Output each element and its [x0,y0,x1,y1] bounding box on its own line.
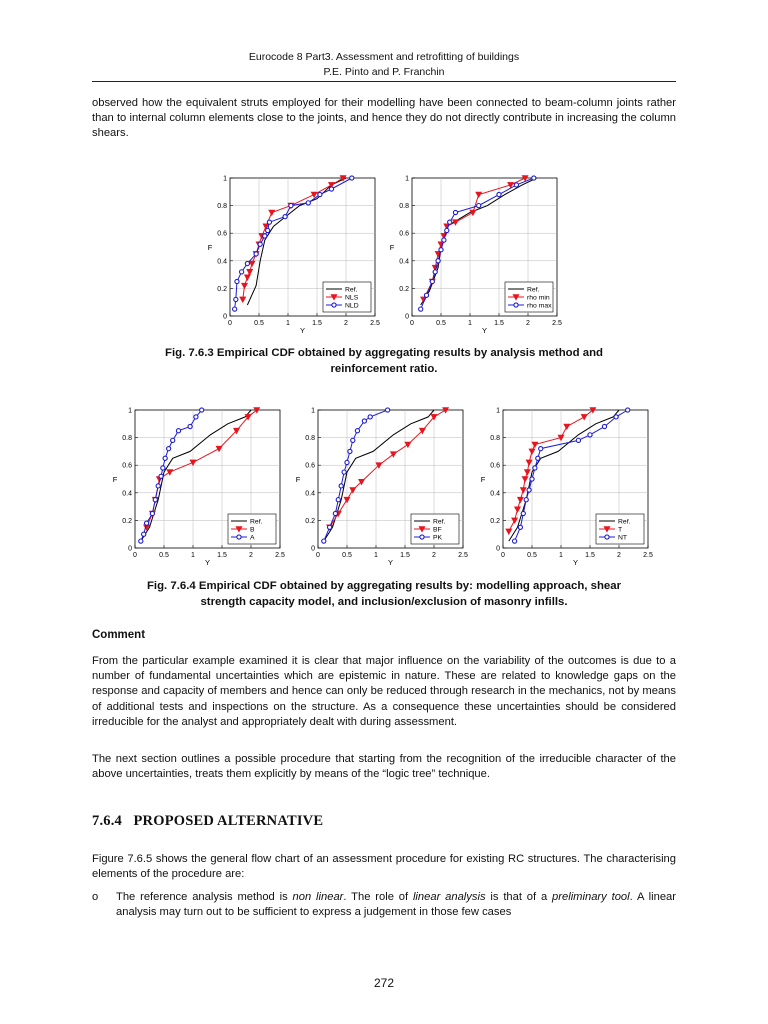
y-tick-label: 0.2 [305,517,315,525]
series-marker-circle [518,525,522,529]
series-marker-circle [576,438,580,442]
legend [323,282,371,312]
x-axis-label: Y [204,558,211,567]
legend-label: PK [433,534,443,542]
series-marker-circle [188,424,192,428]
x-tick-label: 0.5 [436,320,446,327]
series-marker-circle [588,433,592,437]
y-axis-label: F [207,243,213,252]
legend [411,514,459,544]
x-axis-label: Y [299,326,306,335]
header-rule [92,81,676,82]
series-marker-circle [306,201,310,205]
series-marker-circle [235,279,239,283]
series-marker-circle [514,303,518,307]
x-tick-label: 1 [191,552,195,559]
y-tick-label: 0 [223,313,227,321]
series-marker-circle [533,466,537,470]
series-marker-circle [329,187,333,191]
x-tick-label: 1.5 [312,320,322,327]
x-tick-label: 1.5 [585,552,595,559]
series-marker-circle [267,220,271,224]
y-axis-label: F [389,243,395,252]
series-marker-circle [245,261,249,265]
y-tick-label: 0 [128,545,132,553]
figure-7-6-4 [105,402,665,572]
series-marker-circle [322,539,326,543]
y-tick-label: 0.6 [490,462,500,470]
series-marker-circle [348,449,352,453]
figure-7-6-3-caption [92,345,676,377]
chart-cdf-masonry-infills [481,408,653,568]
y-tick-label: 0.4 [305,490,315,498]
series-marker-circle [289,204,293,208]
series-marker-circle [342,470,346,474]
caption-line-1: Fig. 7.6.4 Empirical CDF obtained by aggregating results by: modelling approach, shear [146,580,622,592]
bullet-text [116,890,676,920]
x-tick-label: 0 [133,552,137,559]
series-marker-circle [605,535,609,539]
series-marker-circle [167,447,171,451]
y-axis-label: F [295,475,301,484]
bullet-text-part: is that of a [485,891,553,903]
comment-paragraph-1: From the particular example examined it is clear that major influence on the variability of the outcomes is due to a number of fundamental uncertainties which are epistemic in nature. These are related to knowledge gaps on the response and capacity of members and hence can only be reduced through research in the mechanics, not by means of additional tests and inspections on the structure. As a consequence these uncertainties should be considered irreducible for the analyst and appropriately dealt with during assessment. [92,655,676,728]
header-authors: P.E. Pinto and P. Franchin [323,66,445,78]
x-axis-label: Y [387,558,394,567]
series-marker-circle [539,447,543,451]
series-marker-circle [513,539,517,543]
x-tick-label: 0.5 [527,552,537,559]
series-marker-circle [430,279,434,283]
x-tick-label: 1 [468,320,472,327]
comment-paragraph-2: The next section outlines a possible procedure that starting from the recognition of the irreducible character of the above uncertainties, treats them explicitly by means of the “logic tree” technique. [92,753,676,781]
y-tick-label: 0.6 [217,230,227,238]
series-marker-circle [448,220,452,224]
legend-label: T [618,526,623,534]
y-tick-label: 0.8 [122,435,132,443]
series-marker-circle [602,424,606,428]
series-marker-circle [156,484,160,488]
legend-label: NT [618,534,628,542]
series-marker-circle [159,474,163,478]
page-number: 272 [373,976,395,990]
caption-line-2: strength capacity model, and inclusion/exclusion of masonry infills. [200,596,568,608]
y-tick-label: 1 [223,175,227,183]
y-tick-label: 0.8 [217,203,227,211]
y-tick-label: 0.8 [399,203,409,211]
y-tick-label: 0.2 [399,285,409,293]
x-tick-label: 0 [501,552,505,559]
x-tick-label: 2 [617,552,621,559]
x-axis-label: Y [481,326,488,335]
chart-cdf-shear-capacity-model [296,408,468,568]
legend-label: NLS [345,294,359,302]
x-tick-label: 2.5 [370,320,380,327]
bullet-text-emphasis: non linear [292,891,344,903]
series-marker-circle [336,498,340,502]
series-marker-circle [362,419,366,423]
x-tick-label: 2 [344,320,348,327]
series-marker-circle [350,176,354,180]
x-tick-label: 0.5 [254,320,264,327]
series-marker-circle [524,498,528,502]
series-marker-circle [153,498,157,502]
x-tick-label: 1.5 [400,552,410,559]
y-tick-label: 0.6 [305,462,315,470]
figure-7-6-4-caption [92,578,676,610]
y-tick-label: 0.8 [490,435,500,443]
series-marker-circle [163,456,167,460]
y-tick-label: 0.6 [122,462,132,470]
series-marker-circle [258,242,262,246]
x-tick-label: 1 [559,552,563,559]
series-marker-circle [266,228,270,232]
chart-cdf-analysis-method [208,176,380,336]
y-tick-label: 1 [405,175,409,183]
section-heading [92,813,323,830]
series-marker-circle [527,488,531,492]
legend-label: NLD [345,302,359,310]
x-tick-label: 0 [228,320,232,327]
series-marker-circle [445,228,449,232]
y-tick-label: 1 [311,407,315,415]
section-number: 7.6.4 [92,813,122,829]
y-axis-label: F [112,475,118,484]
series-marker-circle [424,293,428,297]
chart-cdf-reinforcement-ratio [390,176,562,336]
y-tick-label: 0.6 [399,230,409,238]
y-tick-label: 1 [496,407,500,415]
series-marker-circle [433,270,437,274]
y-tick-label: 0.4 [399,258,409,266]
y-tick-label: 0.2 [122,517,132,525]
series-marker-circle [386,408,390,412]
x-tick-label: 0.5 [342,552,352,559]
bullet-text-part: . The role of [343,891,413,903]
series-marker-circle [328,525,332,529]
legend-label: rho max [527,302,552,310]
y-tick-label: 0 [496,545,500,553]
bullet-text-part: The reference analysis method is [116,891,293,903]
series-marker-circle [339,484,343,488]
y-tick-label: 0.2 [217,285,227,293]
x-tick-label: 2.5 [643,552,653,559]
series-marker-circle [420,535,424,539]
y-tick-label: 0.4 [490,490,500,498]
figure-7-6-3 [195,170,585,340]
x-tick-label: 2.5 [275,552,285,559]
series-marker-circle [171,438,175,442]
series-marker-circle [332,303,336,307]
series-marker-circle [142,532,146,536]
series-marker-circle [436,259,440,263]
legend-label: B [250,526,255,534]
legend [228,514,276,544]
series-marker-circle [532,176,536,180]
series-marker-circle [439,248,443,252]
y-tick-label: 0.4 [217,258,227,266]
legend-label: Ref. [250,518,263,526]
series-marker-circle [536,456,540,460]
x-tick-label: 0 [316,552,320,559]
series-marker-circle [161,466,165,470]
y-tick-label: 0 [405,313,409,321]
series-marker-circle [514,183,518,187]
series-marker-circle [355,429,359,433]
legend-label: Ref. [345,286,358,294]
x-tick-label: 1.5 [217,552,227,559]
y-tick-label: 0.2 [490,517,500,525]
y-tick-label: 0.4 [122,490,132,498]
header-title: Eurocode 8 Part3. Assessment and retrofitting of buildings [248,51,520,63]
series-marker-circle [318,192,322,196]
series-marker-circle [233,307,237,311]
series-marker-circle [419,307,423,311]
x-tick-label: 2 [526,320,530,327]
x-axis-label: Y [572,558,579,567]
series-marker-circle [237,535,241,539]
bullet-text-part: . A linear analysis may turn out to be sufficient to express a judgement in those few cases [116,891,677,919]
series-marker-circle [333,511,337,515]
legend-label: BF [433,526,442,534]
legend-label: Ref. [433,518,446,526]
legend [596,514,644,544]
x-tick-label: 1 [286,320,290,327]
series-marker-circle [614,415,618,419]
legend-label: Ref. [527,286,540,294]
series-marker-circle [263,234,267,238]
bullet-text-emphasis: preliminary tool [552,891,630,903]
chart-cdf-modelling-approach [113,408,285,568]
x-tick-label: 2 [249,552,253,559]
series-marker-circle [150,511,154,515]
y-axis-label: F [480,475,486,484]
series-marker-circle [442,238,446,242]
legend-label: rho min [527,294,550,302]
series-marker-circle [283,215,287,219]
y-tick-label: 0 [311,545,315,553]
comment-heading: Comment [92,629,146,641]
series-marker-circle [497,192,501,196]
series-marker-circle [145,521,149,525]
series-marker-circle [234,297,238,301]
series-marker-circle [176,429,180,433]
series-marker-circle [345,460,349,464]
series-marker-circle [351,438,355,442]
x-tick-label: 2.5 [552,320,562,327]
x-tick-label: 2.5 [458,552,468,559]
series-marker-circle [530,477,534,481]
x-tick-label: 1 [374,552,378,559]
y-tick-label: 1 [128,407,132,415]
caption-line-2: reinforcement ratio. [330,363,438,375]
running-header [92,50,676,80]
series-marker-circle [368,415,372,419]
x-tick-label: 1.5 [494,320,504,327]
section-paragraph: Figure 7.6.5 shows the general flow chart of an assessment procedure for existing RC structures. The characterising elements of the procedure are: [92,853,676,881]
series-marker-circle [139,539,143,543]
legend-label: A [250,534,255,542]
x-tick-label: 0.5 [159,552,169,559]
bullet-marker: o [92,891,99,903]
series-marker-circle [194,415,198,419]
legend-label: Ref. [618,518,631,526]
x-tick-label: 0 [410,320,414,327]
section-title: PROPOSED ALTERNATIVE [133,813,324,829]
caption-line-1: Fig. 7.6.3 Empirical CDF obtained by aggregating results by analysis method and [164,347,603,359]
series-marker-circle [521,511,525,515]
series-marker-circle [626,408,630,412]
intro-paragraph: observed how the equivalent struts employed for their modelling have been connected to beam-column joints rather than to internal column elements close to the joints, and hence they do not directly contribute in increasing the column shears. [92,97,676,140]
series-marker-circle [200,408,204,412]
y-tick-label: 0.8 [305,435,315,443]
series-marker-circle [254,252,258,256]
legend [505,282,553,312]
x-tick-label: 2 [432,552,436,559]
series-marker-circle [453,210,457,214]
series-marker-circle [240,270,244,274]
bullet-text-emphasis: linear analysis [412,891,486,903]
series-marker-circle [477,204,481,208]
